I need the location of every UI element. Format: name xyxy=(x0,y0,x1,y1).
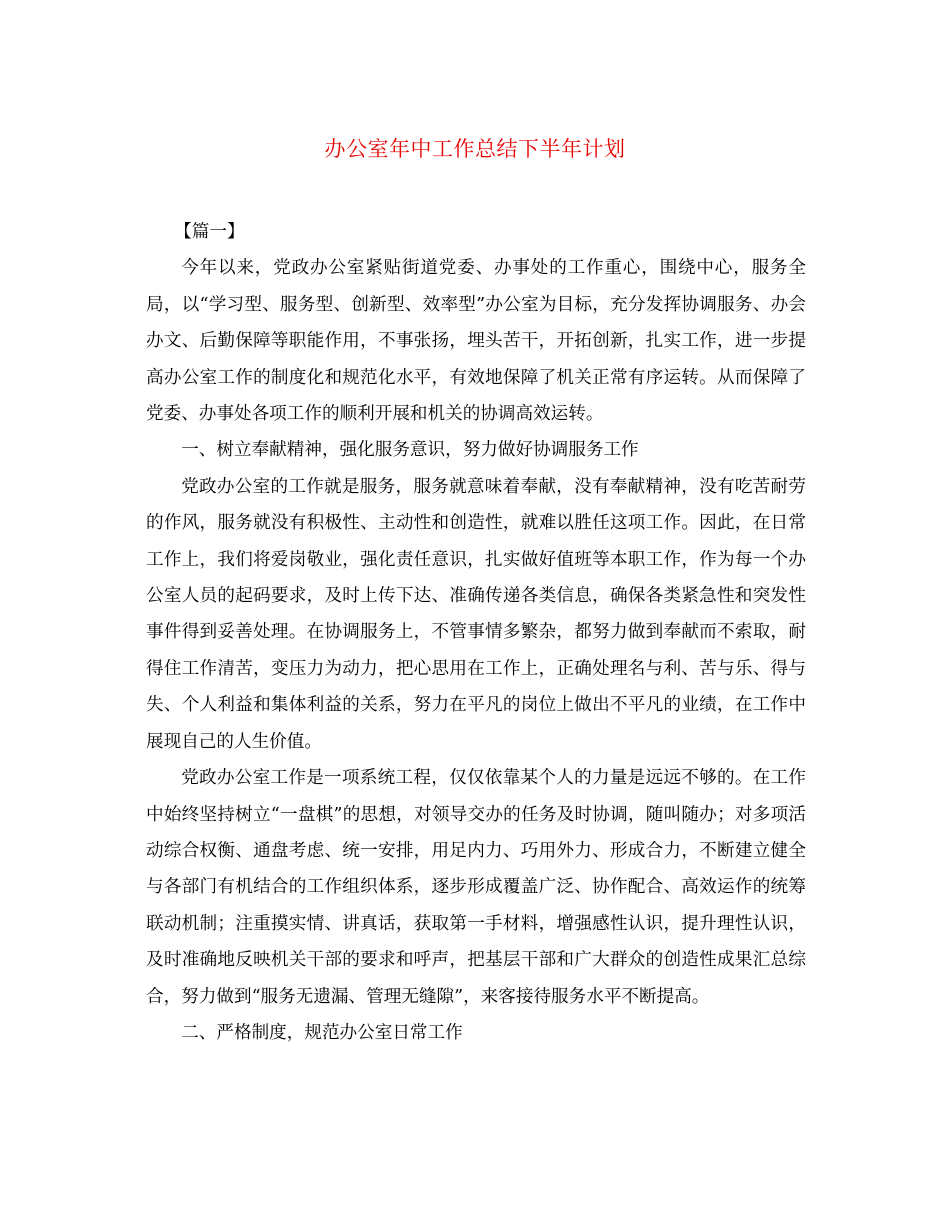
paragraph-intro: 今年以来，党政办公室紧贴街道党委、办事处的工作重心，围绕中心，服务全局，以“学习型、服务型、创新型、效率型”办公室为目标，充分发挥协调服务、办会办文、后勤保障等职能作用，不事张扬，埋头苦干，开拓创新，扎实工作，进一步提高办公室工作的制度化和规范化水平，有效地保障了机关正常有序运转。从而保障了党委、办事处各项工作的顺利开展和机关的协调高效运转。 xyxy=(146,258,806,425)
section-heading-2: 二、严格制度，规范办公室日常工作 xyxy=(181,1022,463,1043)
part-label: 【篇一】 xyxy=(174,222,245,242)
document-body xyxy=(146,214,806,1051)
document-title: 办公室年中工作总结下半年计划 xyxy=(324,137,626,161)
paragraph-service: 党政办公室的工作就是服务，服务就意味着奉献，没有奉献精神，没有吃苦耐劳的作风，服务就没有积极性、主动性和创造性，就难以胜任这项工作。因此，在日常工作上，我们将爱岗敬业，强化责任意识，扎实做好值班等本职工作，作为每一个办公室人员的起码要求，及时上传下达、准确传递各类信息，确保各类紧急性和突发性事件得到妥善处理。在协调服务上，不管事情多繁杂，都努力做到奉献而不索取，耐得住工作清苦，变压力为动力，把心思用在工作上，正确处理名与利、苦与乐、得与失、个人利益和集体利益的关系，努力在平凡的岗位上做出不平凡的业绩，在工作中展现自己的人生价值。 xyxy=(146,476,806,752)
paragraph-coordination: 党政办公室工作是一项系统工程，仅仅依靠某个人的力量是远远不够的。在工作中始终坚持树立“一盘棋”的思想，对领导交办的任务及时协调，随叫随办；对多项活动综合权衡、通盘考虑、统一安排，用足内力、巧用外力、形成合力，不断建立健全与各部门有机结合的工作组织体系，逐步形成覆盖广泛、协作配合、高效运作的统筹联动机制；注重摸实情、讲真话，获取第一手材料，增强感性认识，提升理性认识，及时准确地反映机关干部的要求和呼声，把基层干部和广大群众的创造性成果汇总综合，努力做到“服务无遗漏、管理无缝隙”，来客接待服务水平不断提高。 xyxy=(146,768,806,1007)
section-heading-1: 一、树立奉献精神，强化服务意识，努力做好协调服务工作 xyxy=(181,440,639,461)
